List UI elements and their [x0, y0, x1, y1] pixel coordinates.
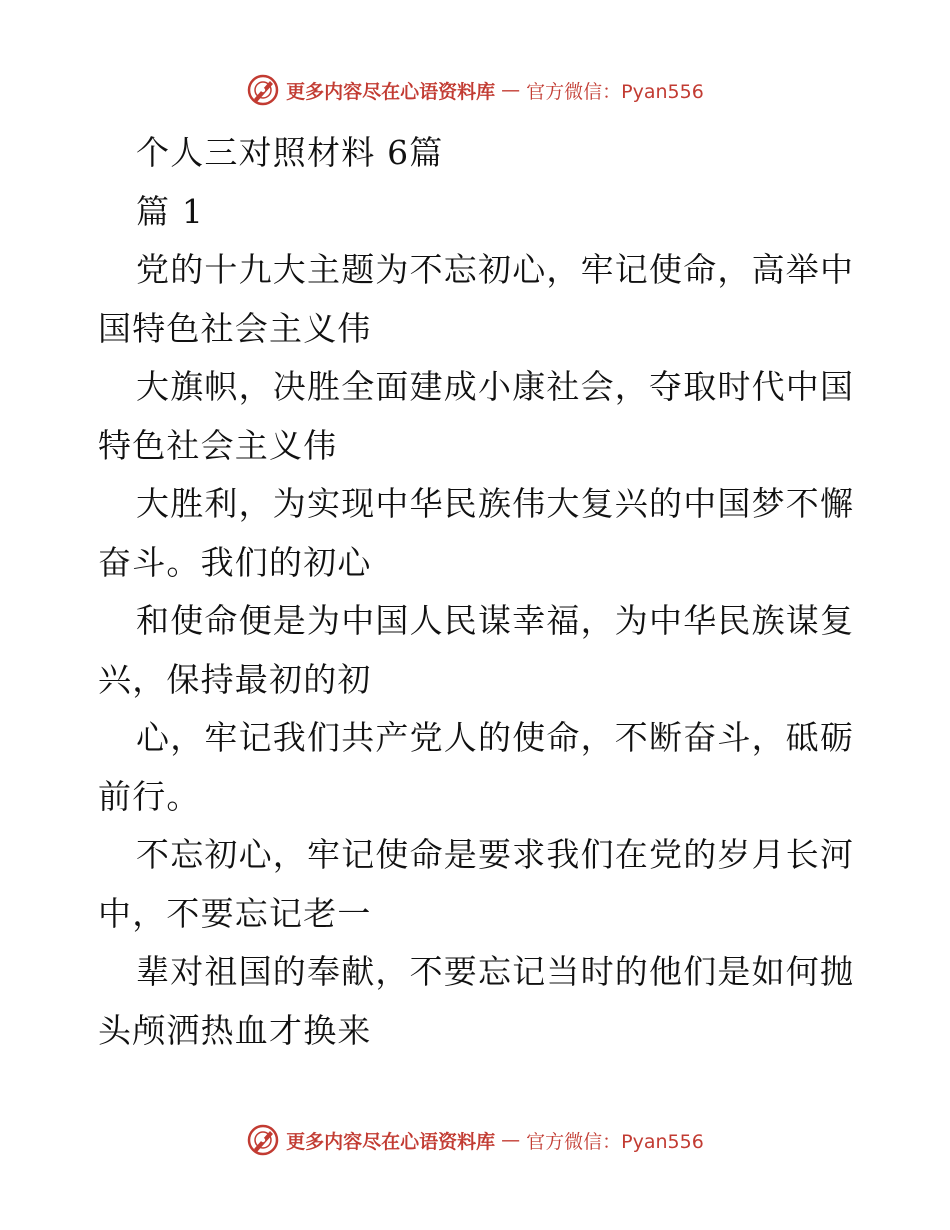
watermark-site-text: 更多内容尽在心语资料库 [286, 1130, 496, 1153]
text-line: 特色社会主义伟 [98, 425, 338, 465]
text-line: 不忘初心，牢记使命是要求我们在党的岁月长河 [136, 835, 855, 874]
text-line: 中，不要忘记老一 [98, 893, 372, 933]
text-line: 头颅洒热血才换来 [98, 1010, 372, 1050]
pen-logo-icon [246, 73, 280, 107]
text-line: 大胜利，为实现中华民族伟大复兴的中国梦不懈 [136, 484, 855, 523]
text-line: 大旗帜，决胜全面建成小康社会，夺取时代中国 [136, 367, 855, 406]
watermark-separator: — [501, 1129, 521, 1151]
document-body [98, 124, 858, 1060]
text-line: 心，牢记我们共产党人的使命，不断奋斗，砥砺 [136, 718, 855, 757]
pen-logo-icon [246, 1123, 280, 1157]
watermark-separator: — [501, 79, 521, 101]
text-line: 前行。 [98, 776, 201, 816]
text-line: 和使命便是为中国人民谋幸福，为中华民族谋复 [136, 601, 855, 640]
section-heading: 篇 1 [136, 191, 205, 231]
text-line: 奋斗。我们的初心 [98, 542, 372, 582]
watermark-site-text: 更多内容尽在心语资料库 [286, 80, 496, 103]
text-line: 国特色社会主义伟 [98, 308, 372, 348]
footer-watermark [0, 1120, 950, 1160]
text-line: 党的十九大主题为不忘初心，牢记使命，高举中 [136, 250, 855, 289]
watermark-wechat-text: 官方微信：Pyan556 [526, 1130, 704, 1153]
document-title: 个人三对照材料 6篇 [136, 133, 444, 172]
text-line: 兴，保持最初的初 [98, 659, 372, 699]
text-line: 辈对祖国的奉献，不要忘记当时的他们是如何抛 [136, 952, 855, 991]
header-watermark [0, 70, 950, 110]
watermark-wechat-text: 官方微信：Pyan556 [526, 80, 704, 103]
